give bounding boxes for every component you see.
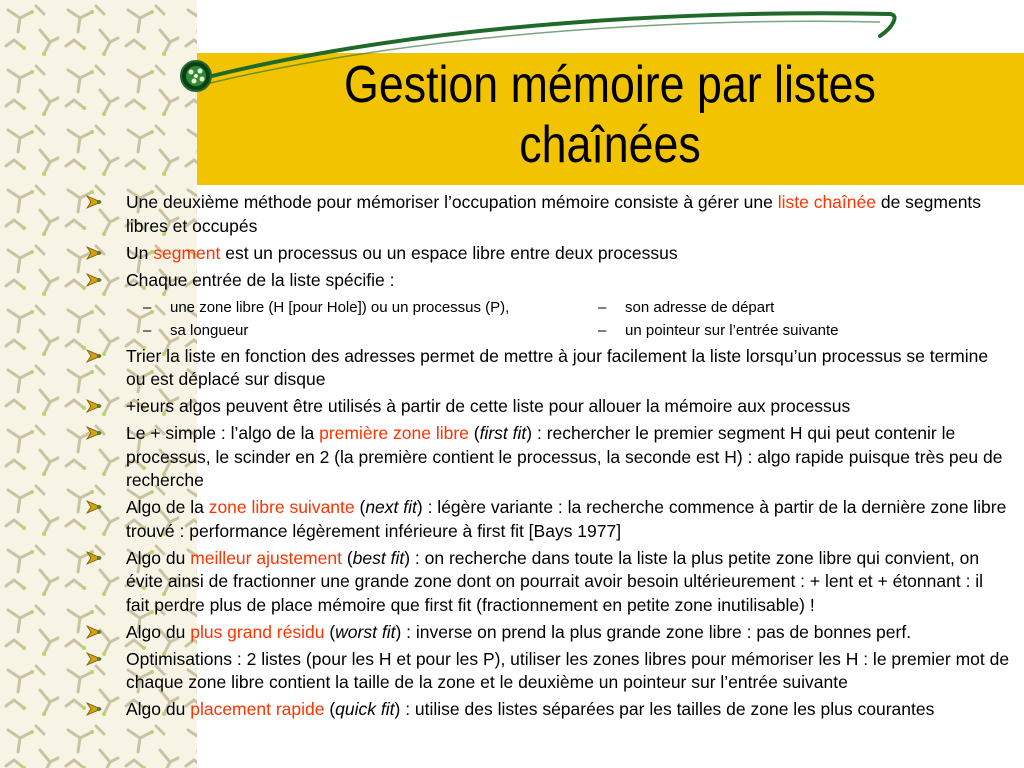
gold-arrow-bullet-icon (85, 425, 105, 441)
gold-arrow-bullet-icon (85, 348, 105, 364)
gold-arrow-bullet-icon (85, 701, 105, 717)
bullet-text: de segments libres et occupés (126, 192, 982, 236)
bullet-text: ) : on recherche dans toute la liste la plus petite zone libre qui convient, on évite ainsi de fractionner une grande zone dont on pourrait avoir besoin ultérieurement : + lent et + étonnant : il fait perdre plus de place mémoire que first fit (fractionnement en petite zone inutilisable) ! (126, 547, 984, 615)
bullet-text: Chaque entrée de la liste spécifie : (126, 269, 395, 290)
bullet-text: ) : utilise des listes séparées par les tailles de zone les plus courantes (394, 699, 935, 719)
bullet-10 (85, 648, 1010, 695)
highlight-term: placement rapide (190, 699, 325, 719)
highlight-term: meilleur ajustement (190, 547, 342, 568)
bullet-text: Algo du (126, 547, 191, 568)
gold-arrow-bullet-icon (85, 398, 105, 414)
highlight-term: liste chaînée (777, 192, 876, 212)
slide-title (283, 55, 937, 175)
italic-term: next fit (365, 497, 417, 517)
bullet-8 (85, 547, 1010, 618)
gold-arrow-bullet-icon (85, 550, 105, 566)
sub-text: un pointeur sur l’entrée suivante (625, 321, 839, 339)
bullet-text: ( (324, 699, 336, 719)
dash-marker: – (143, 321, 152, 339)
gold-arrow-bullet-icon (85, 624, 105, 640)
bullet-text: est un processus ou un espace libre entre deux processus (220, 242, 678, 263)
bullet-text: ( (468, 423, 480, 443)
bullet-3 (85, 269, 1010, 293)
bullet-text: Une deuxième méthode pour mémoriser l’occupation mémoire consiste à gérer une (126, 192, 778, 212)
bullet-text: Algo du (126, 621, 191, 642)
sub-item-1 (143, 296, 598, 319)
slide-title-line2: chaînées (519, 116, 701, 174)
sub-text: sa longueur (170, 321, 249, 339)
bullet-11 (85, 698, 1010, 722)
italic-term: quick fit (335, 699, 395, 719)
slide-content (85, 191, 1010, 725)
bullet-text: +ieurs algos peuvent être utilisés à partir de cette liste pour allouer la mémoire aux processus (126, 396, 851, 416)
bullet-text: Algo du (126, 699, 191, 719)
sub-list (143, 296, 1010, 342)
sub-item-2 (598, 296, 1018, 319)
bullet-5 (85, 395, 1010, 419)
dash-marker: – (598, 321, 607, 339)
bullet-7 (85, 496, 1010, 543)
bullet-text: ) : inverse on prend la plus grande zone libre : pas de bonnes perf. (395, 621, 912, 642)
gold-arrow-bullet-icon (85, 499, 105, 515)
bullet-9 (85, 621, 1010, 645)
bullet-2 (85, 242, 1010, 266)
gold-arrow-bullet-icon (85, 272, 105, 288)
highlight-term: plus grand résidu (190, 621, 325, 642)
gold-arrow-bullet-icon (85, 245, 105, 261)
bullet-text: Le + simple : l’algo de la (126, 423, 320, 443)
sub-text: une zone libre (H [pour Hole]) ou un processus (P), (170, 298, 510, 316)
highlight-term: zone libre suivante (208, 497, 355, 517)
bullet-1 (85, 191, 1010, 238)
dash-marker: – (598, 298, 607, 316)
bullet-4 (85, 345, 1010, 392)
gold-arrow-bullet-icon (85, 651, 105, 667)
bullet-text: Un (126, 242, 154, 263)
highlight-term: première zone libre (319, 423, 469, 443)
italic-term: first fit (479, 423, 527, 443)
bullet-text: Optimisations : 2 listes (pour les H et pour les P), utiliser les zones libres pour mémoriser les H : le premier mot de chaque zone libre contient la taille de la zone et le deuxième un pointeur sur l’entrée suivante (126, 648, 1010, 692)
bullet-text: ( (341, 547, 353, 568)
sub-text: son adresse de départ (625, 298, 775, 316)
bullet-text: Algo de la (126, 497, 209, 517)
bullet-text: ) : légère variante : la recherche commence à partir de la dernière zone libre trouvé : performance légèrement inférieure à first fit [Bays 1977] (126, 497, 1007, 541)
sub-item-3 (143, 319, 598, 342)
italic-term: worst fit (335, 621, 396, 642)
bullet-6 (85, 422, 1010, 493)
sub-item-4 (598, 319, 1018, 342)
dash-marker: – (143, 298, 152, 316)
bullet-text: ( (324, 621, 336, 642)
green-orb-icon (181, 61, 211, 91)
highlight-term: segment (153, 242, 221, 263)
gold-arrow-bullet-icon (85, 194, 105, 210)
slide-title-line1: Gestion mémoire par listes (344, 56, 876, 114)
bullet-text: Trier la liste en fonction des adresses permet de mettre à jour facilement la liste lorsqu’un processus se termine ou est déplacé sur disque (126, 345, 989, 389)
italic-term: best fit (352, 547, 405, 568)
bullet-text: ) : rechercher le premier segment H qui peut contenir le processus, le scinder en 2 (la première contient le processus, la seconde est H) : algo rapide puisque très peu de recherche (126, 423, 1003, 490)
bullet-text: ( (354, 497, 366, 517)
